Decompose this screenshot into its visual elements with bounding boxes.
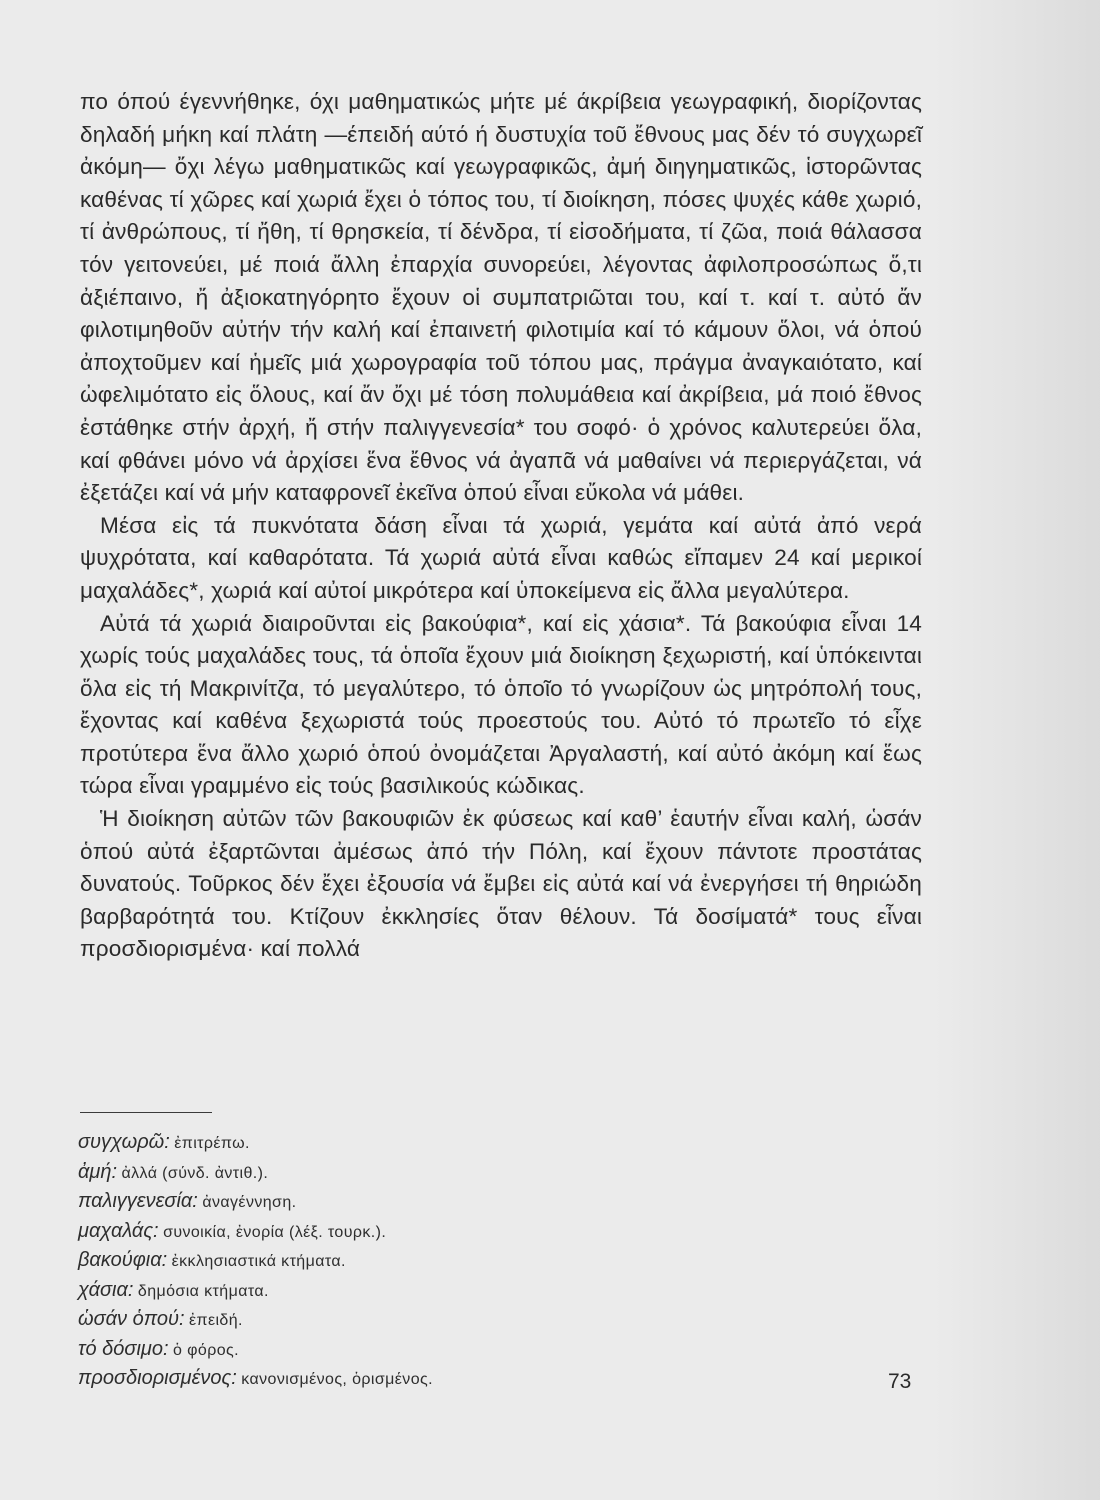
- footnote-term: τό δόσιμο:: [78, 1337, 169, 1360]
- footnote-item: [78, 1305, 898, 1335]
- footnote-term: ἀμή:: [78, 1160, 118, 1183]
- footnote-definition: κανονισμένος, ὁρισμένος.: [241, 1371, 433, 1388]
- page-number: 73: [888, 1370, 912, 1393]
- footnote-term: προσδιορισμένος:: [78, 1367, 237, 1389]
- footnote-term: ὡσάν ὁπού:: [78, 1308, 185, 1330]
- paragraph-4: Ἡ διοίκηση αὐτῶν τῶν βακουφιῶν ἐκ φύσεως καί καθ’ ἑαυτήν εἶναι καλή, ὡσάν ὁπού αὐτά ἐξαρτῶνται ἀμέσως ἀπό τήν Πόλη, καί ἔχουν πάντοτε προστάτας δυνατούς. Τοῦρκος δέν ἔχει ἐξουσία νά ἔμβει εἰς αὐτά καί νά ἐνεργήσει τή θηριώδη βαρβαρότητά του. Κτίζουν ἐκκλησίες ὅταν θέλουν. Τά δοσίματά* τους εἶναι προσδιορισμένα· καί πολλά: [80, 806, 922, 962]
- footnote-term: παλιγγενεσία:: [78, 1190, 198, 1212]
- footnote-term: μαχαλάς:: [78, 1219, 159, 1242]
- footnote-term: χάσια:: [78, 1278, 134, 1301]
- footnote-definition: συνοικία, ἐνορία (λέξ. τουρκ.).: [163, 1223, 387, 1241]
- footnote-item: [78, 1128, 898, 1158]
- footnote-item: [78, 1335, 898, 1365]
- footnote-definition: ἀναγέννηση.: [202, 1194, 297, 1211]
- footnote-term: συγχωρῶ:: [78, 1131, 170, 1153]
- footnote-definition: ἐκκλησιαστικά κτήματα.: [171, 1253, 346, 1270]
- footnotes-glossary: [78, 1128, 898, 1394]
- footnote-item: [78, 1246, 898, 1276]
- footnote-definition: δημόσια κτήματα.: [137, 1282, 269, 1300]
- footnote-term: βακούφια:: [78, 1249, 168, 1271]
- footnote-item: [78, 1364, 898, 1394]
- paragraph-1: πο όπού έγεννήθηκε, όχι μαθηματικώς μήτε μέ άκρίβεια γεωγραφική, διορίζοντας δηλαδή μήκη καί πλάτη —έπειδή αύτό ή δυστυχία τοῦ ἔθνους μας δέν τό συγχωρεῖ ἀκόμη— ὄχι λέγω μαθηματικῶς καί γεωγραφικῶς, ἀμή διηγηματικῶς, ἱστορῶντας καθένας τί χῶρες καί χωριά ἔχει ὁ τόπος του, τί διοίκηση, πόσες ψυχές κάθε χωριό, τί ἀνθρώπους, τί ἤθη, τί θρησκεία, τί δένδρα, τί εἰσοδήματα, τί ζῶα, ποιά θάλασσα τόν γειτονεύει, μέ ποιά ἄλλη ἐπαρχία συνορεύει, λέγοντας ἀφιλοπροσώπως ὅ,τι ἀξιέπαινο, ἤ ἀξιοκατηγόρητο ἔχουν οἱ συμπατριῶται του, καί τ. καί τ. αὐτό ἄν φιλοτιμηθοῦν αὐτήν τήν καλή καί ἐπαινετή φιλοτιμία καί τό κάμουν ὅλοι, νά ὁπού ἀποχτοῦμεν καί ἡμεῖς μιά χωρογραφία τοῦ τόπου μας, πράγμα ἀναγκαιότατο, καί ὠφελιμότατο εἰς ὅλους, καί ἄν ὄχι μέ τόση πολυμάθεια καί ἀκρίβεια, μά ποιό ἔθνος ἐστάθηκε στήν ἀρχή, ἤ στήν παλιγγενεσία* του σοφό· ὁ χρόνος καλυτερεύει ὅλα, καί φθάνει μόνο νά ἀρχίσει ἕνα ἔθνος νά ἀγαπᾶ νά μαθαίνει νά περιεργάζεται, νά ἐξετάζει καί νά μήν καταφρονεῖ ἐκεῖνα ὁπού εἶναι εὔκολα νά μάθει.: [80, 89, 922, 506]
- footnote-definition: ἐπιτρέπω.: [174, 1135, 250, 1152]
- footnote-item: [78, 1187, 898, 1217]
- footnote-item: [78, 1217, 898, 1247]
- footnote-definition: ἀλλά (σύνδ. ἀντιθ.).: [121, 1164, 269, 1182]
- footnote-definition: ἐπειδή.: [188, 1312, 243, 1329]
- page-edge-shadow: [935, 0, 1100, 1500]
- paragraph-2: Μέσα εἰς τά πυκνότατα δάση εἶναι τά χωριά, γεμάτα καί αὐτά ἀπό νερά ψυχρότατα, καί καθαρότατα. Τά χωριά αὐτά εἶναι καθώς εἴπαμεν 24 καί μερικοί μαχαλάδες*, χωριά καί αὐτοί μικρότερα καί ὑποκείμενα εἰς ἄλλα μεγαλύτερα.: [80, 512, 922, 603]
- paragraph-3: Αὐτά τά χωριά διαιροῦνται εἰς βακούφια*, καί εἰς χάσια*. Τά βακούφια εἶναι 14 χωρίς τούς μαχαλάδες τους, τά ὁποῖα ἔχουν μιά διοίκηση ξεχωριστή, καί ὑπόκεινται ὅλα εἰς τή Μακρινίτζα, τό μεγαλύτερο, τό ὁποῖο τό γνωρίζουν ὡς μητρόπολή τους, ἔχοντας καί καθένα ξεχωριστά τούς προεστούς του. Αὐτό τό πρωτεῖο τό εἶχε προτύτερα ἕνα ἄλλο χωριό ὁπού ὀνομάζεται Ἀργαλαστή, καί αὐτό ἀκόμη καί ἕως τώρα εἶναι γραμμένο εἰς τούς βασιλικούς κώδικας.: [80, 610, 922, 799]
- body-text: [80, 86, 922, 966]
- footnote-item: [78, 1276, 898, 1306]
- footnote-definition: ὁ φόρος.: [173, 1341, 239, 1359]
- footnote-divider: [80, 1112, 212, 1113]
- footnote-item: [78, 1158, 898, 1188]
